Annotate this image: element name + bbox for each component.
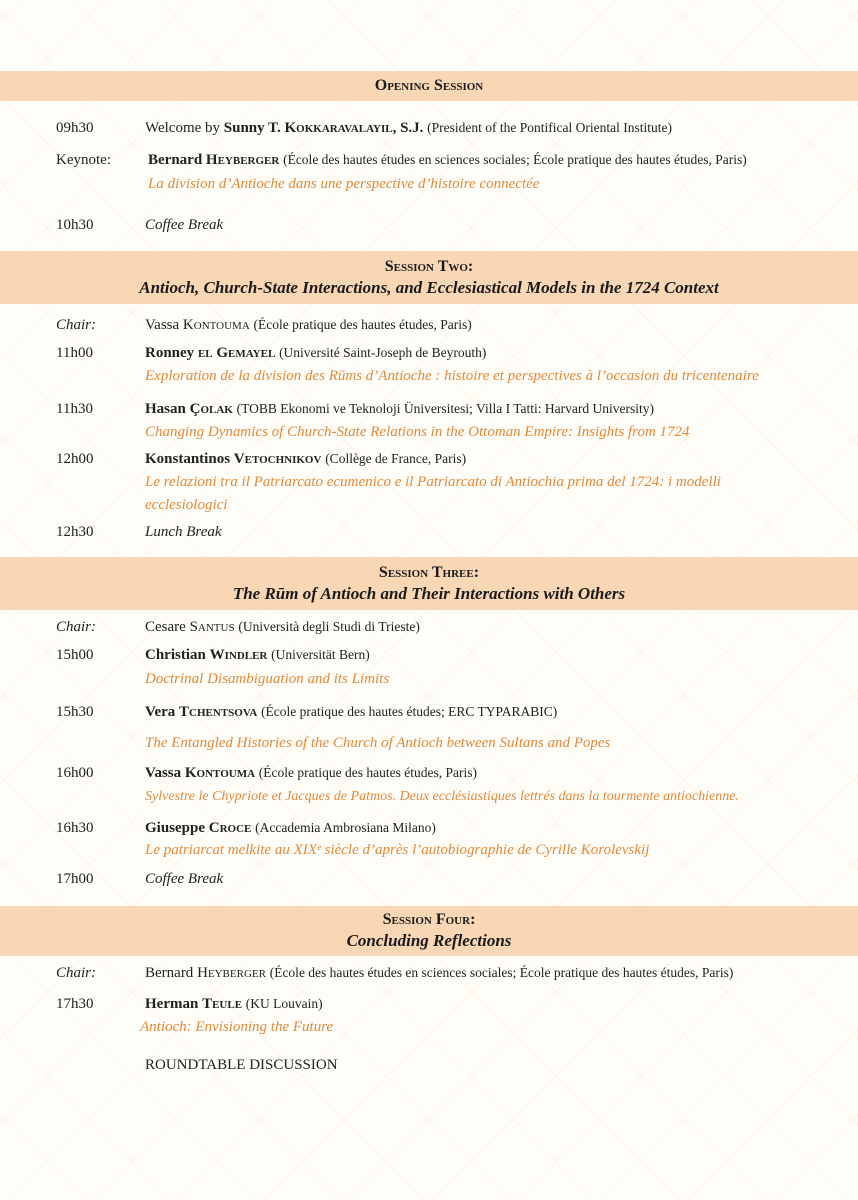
speaker <box>145 399 654 419</box>
speaker-first: Vera <box>145 704 176 720</box>
speaker-last: el Gemayel <box>197 345 276 361</box>
time: 17h00 <box>56 871 94 887</box>
affiliation: (KU Louvain) <box>245 996 323 1011</box>
time: 12h30 <box>56 524 94 540</box>
speaker-first: Christian <box>145 647 206 663</box>
opening-session-header <box>0 71 858 101</box>
chair <box>145 617 420 637</box>
affiliation: (TOBB Ekonomi ve Teknoloji Üniversitesi; Villa I Tatti: Harvard University) <box>236 401 654 416</box>
session-four-header <box>0 906 858 956</box>
speaker-first: Konstantinos <box>145 451 231 467</box>
affiliation: (President of the Pontifical Oriental Institute) <box>427 120 672 135</box>
speaker-last: Vetochnikov <box>233 451 322 467</box>
affiliation: (École pratique des hautes études; ERC TYPARABIC) <box>261 704 558 719</box>
chair-first: Bernard <box>145 965 194 981</box>
speaker-first: Hasan <box>145 401 186 417</box>
time: 11h30 <box>56 401 93 417</box>
affiliation: (École des hautes études en sciences sociales; École pratique des hautes études, Paris) <box>283 152 747 167</box>
talk-title-cont: ecclesiologici <box>145 497 228 513</box>
talk-title: Le relazioni tra il Patriarcato ecumenico e il Patriarcato di Antiochia prima del 1724: i modelli <box>145 474 721 490</box>
speaker-last: Kokkaravalayil, S.J. <box>284 120 424 136</box>
speaker-first: Giuseppe <box>145 820 206 836</box>
session-heading: Session Three: <box>378 564 480 581</box>
chair-label: Chair: <box>56 965 97 981</box>
chair-first: Vassa <box>145 317 180 333</box>
speaker <box>145 343 486 363</box>
break-label: Coffee Break <box>145 217 224 233</box>
chair <box>145 963 733 983</box>
talk-title: Sylvestre le Chypriote et Jacques de Patmos. Deux ecclésiastiques lettrés dans la tourmente antiochienne. <box>145 789 739 804</box>
welcome-prefix: Welcome by <box>145 120 221 136</box>
affiliation: (Université Saint-Joseph de Beyrouth) <box>279 345 487 360</box>
session-three-header <box>0 557 858 610</box>
session-subtitle: Concluding Reflections <box>346 931 512 950</box>
time: 16h30 <box>56 820 94 836</box>
time: 17h30 <box>56 996 94 1012</box>
speaker <box>145 645 370 665</box>
chair-last: Santus <box>189 619 235 635</box>
talk-title: Exploration de la division des Rūms d’Antioche : histoire et perspectives à l’occasion du tricentenaire <box>145 368 759 384</box>
talk-title: Changing Dynamics of Church-State Relations in the Ottoman Empire: Insights from 1724 <box>145 424 690 440</box>
chair-label: Chair: <box>56 619 97 635</box>
chair-label: Chair: <box>56 317 97 333</box>
affiliation: (Università degli Studi di Trieste) <box>238 619 420 634</box>
time: 11h00 <box>56 345 93 361</box>
speaker <box>145 994 323 1014</box>
speaker-last: Çolak <box>189 401 233 417</box>
talk-title: The Entangled Histories of the Church of Antioch between Sultans and Popes <box>145 735 611 751</box>
affiliation: (Universität Bern) <box>271 647 370 662</box>
talk-title: Doctrinal Disambiguation and its Limits <box>145 671 390 687</box>
roundtable-label: ROUNDTABLE DISCUSSION <box>145 1057 338 1073</box>
speaker-first: Bernard <box>148 152 203 168</box>
speaker-last: Heyberger <box>205 152 280 168</box>
welcome-line <box>145 118 672 138</box>
speaker <box>145 702 557 722</box>
affiliation: (École des hautes études en sciences sociales; École pratique des hautes études, Paris) <box>269 965 734 980</box>
chair-last: Kontouma <box>182 317 250 333</box>
chair-last: Heyberger <box>197 965 266 981</box>
time: 16h00 <box>56 765 94 781</box>
session-heading: Session Four: <box>382 911 476 928</box>
talk-title: Antioch: Envisioning the Future <box>140 1019 334 1035</box>
speaker <box>145 449 466 469</box>
session-heading: Session Two: <box>384 258 474 275</box>
affiliation: (École pratique des hautes études, Paris) <box>253 317 472 332</box>
talk-title: Le patriarcat melkite au XIXᵉ siècle d’après l’autobiographie de Cyrille Korolevskij <box>145 842 650 858</box>
keynote-label: Keynote: <box>56 152 111 168</box>
speaker-last: Kontouma <box>184 765 256 781</box>
affiliation: (École pratique des hautes études, Paris) <box>258 765 477 780</box>
break-label: Lunch Break <box>145 524 222 540</box>
time: 15h30 <box>56 704 94 720</box>
time: 15h00 <box>56 647 94 663</box>
time: 10h30 <box>56 217 94 233</box>
speaker-last: Teule <box>202 996 243 1012</box>
time: 12h00 <box>56 451 94 467</box>
speaker-first: Ronney <box>145 345 195 361</box>
speaker-last: Tchentsova <box>179 704 258 720</box>
break-label: Coffee Break <box>145 871 224 887</box>
chair-first: Cesare <box>145 619 186 635</box>
speaker <box>145 818 436 838</box>
speaker-first: Herman <box>145 996 199 1012</box>
talk-title: La division d’Antioche dans une perspective d’histoire connectée <box>148 176 540 192</box>
chair <box>145 315 472 335</box>
session-two-header <box>0 251 858 304</box>
speaker-first: Vassa <box>145 765 182 781</box>
speaker-last: Windler <box>209 647 268 663</box>
time: 09h30 <box>56 120 94 136</box>
affiliation: (Collège de France, Paris) <box>325 451 467 466</box>
speaker <box>145 763 477 783</box>
session-heading: Opening Session <box>374 77 484 94</box>
speaker-last: Croce <box>208 820 252 836</box>
session-subtitle: The Rūm of Antioch and Their Interactions with Others <box>232 584 626 603</box>
session-subtitle: Antioch, Church-State Interactions, and Ecclesiastical Models in the 1724 Context <box>139 278 719 297</box>
speaker-first: Sunny T. <box>223 120 281 136</box>
affiliation: (Accademia Ambrosiana Milano) <box>255 820 436 835</box>
keynote-speaker <box>148 150 747 170</box>
